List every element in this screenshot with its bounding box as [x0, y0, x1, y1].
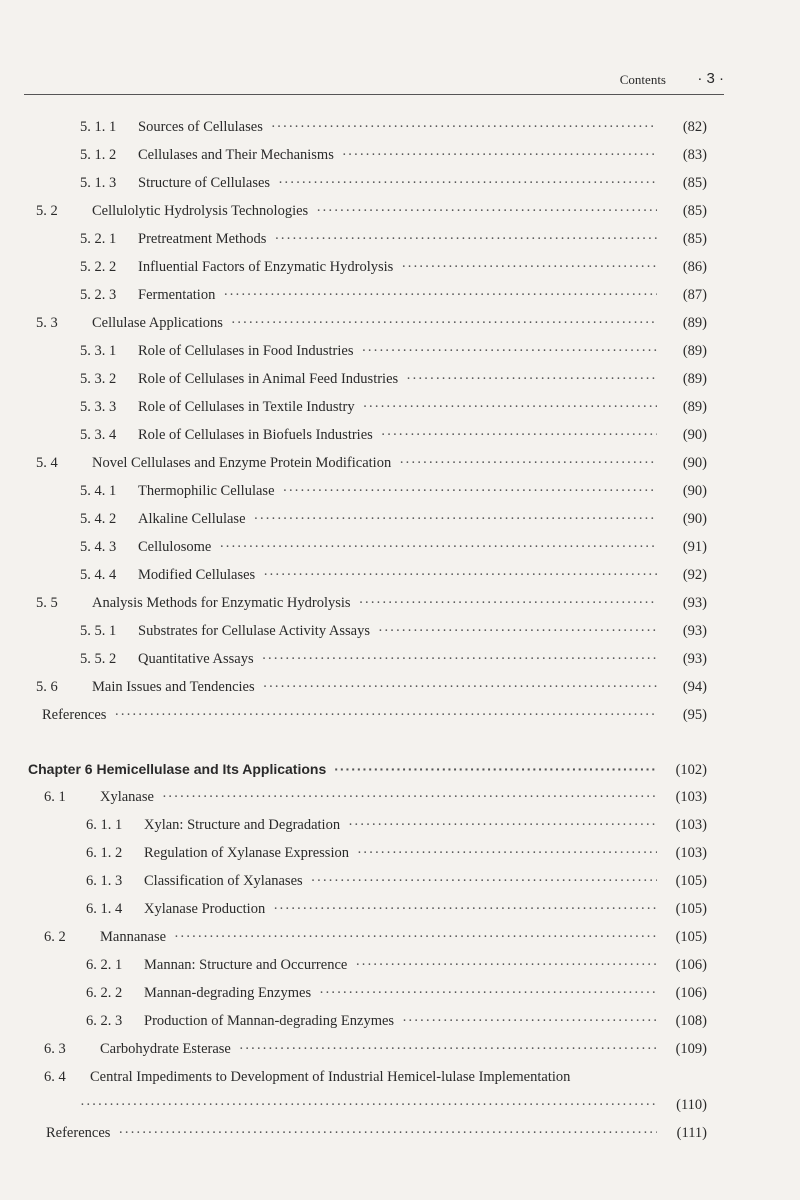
toc-entry-6-1-1[interactable]: 6. 1. 1 Xylan: Structure and Degradation ····· (103): [86, 817, 707, 841]
toc-entry-5-3-1[interactable]: 5. 3. 1 Role of Cellulases in Food Industries ····· (89): [80, 343, 707, 367]
toc-entry-5-2-1[interactable]: 5. 2. 1 Pretreatment Methods ····· (85): [80, 231, 707, 255]
toc-entry-5-2-3[interactable]: 5. 2. 3 Fermentation ····· (87): [80, 287, 707, 311]
toc-entry-6-4-page[interactable]: ····· (110): [80, 1097, 707, 1121]
toc-entry-5-6[interactable]: 5. 6 Main Issues and Tendencies ····· (94): [36, 679, 707, 703]
toc-entry-6-1-4[interactable]: 6. 1. 4 Xylanase Production ····· (105): [86, 901, 707, 925]
toc-entry-5-4-1[interactable]: 5. 4. 1 Thermophilic Cellulase ····· (90): [80, 483, 707, 507]
toc-entry-6-1[interactable]: 6. 1 Xylanase ····· (103): [44, 789, 707, 813]
toc-entry-5-5-2[interactable]: 5. 5. 2 Quantitative Assays ····· (93): [80, 651, 707, 675]
toc-entry-6-2-3[interactable]: 6. 2. 3 Production of Mannan-degrading Enzymes ····· (108): [86, 1013, 707, 1037]
toc-entry-6-3[interactable]: 6. 3 Carbohydrate Esterase ····· (109): [44, 1041, 707, 1065]
toc-entry-5-5[interactable]: 5. 5 Analysis Methods for Enzymatic Hydrolysis ····· (93): [36, 595, 707, 619]
page-header: [24, 70, 724, 95]
toc-entry-5-3-2[interactable]: 5. 3. 2 Role of Cellulases in Animal Feed Industries ····· (89): [80, 371, 707, 395]
toc-entry-6-4-title[interactable]: 6. 4 Central Impediments to Development of Industrial Hemicel-lulase Implementation: [44, 1069, 571, 1085]
toc-entry-6-1-3[interactable]: 6. 1. 3 Classification of Xylanases ····· (105): [86, 873, 707, 897]
toc-entry-references-ch5[interactable]: References ····· (95): [42, 707, 707, 731]
toc-entry-5-2[interactable]: 5. 2 Cellulolytic Hydrolysis Technologies ····· (85): [36, 203, 707, 227]
toc-entry-5-4-4[interactable]: 5. 4. 4 Modified Cellulases ····· (92): [80, 567, 707, 591]
toc-entry-5-2-2[interactable]: 5. 2. 2 Influential Factors of Enzymatic Hydrolysis ····· (86): [80, 259, 707, 283]
toc-entry-6-2-2[interactable]: 6. 2. 2 Mannan-degrading Enzymes ····· (106): [86, 985, 707, 1009]
page-number: · 3 ·: [697, 70, 724, 87]
toc-entry-6-2[interactable]: 6. 2 Mannanase ····· (105): [44, 929, 707, 953]
toc-entry-5-4[interactable]: 5. 4 Novel Cellulases and Enzyme Protein Modification ····· (90): [36, 455, 707, 479]
toc-entry-5-1-3[interactable]: 5. 1. 3 Structure of Cellulases ····· (85): [80, 175, 707, 199]
toc-entry-5-4-3[interactable]: 5. 4. 3 Cellulosome ····· (91): [80, 539, 707, 563]
toc-entry-5-4-2[interactable]: 5. 4. 2 Alkaline Cellulase ····· (90): [80, 511, 707, 535]
toc-entry-5-3-3[interactable]: 5. 3. 3 Role of Cellulases in Textile Industry ····· (89): [80, 399, 707, 423]
toc-entry-5-3-4[interactable]: 5. 3. 4 Role of Cellulases in Biofuels Industries ····· (90): [80, 427, 707, 451]
running-title: Contents: [619, 72, 666, 87]
toc-entry-6-2-1[interactable]: 6. 2. 1 Mannan: Structure and Occurrence ····· (106): [86, 957, 707, 981]
toc-entry-5-1-1[interactable]: 5. 1. 1 Sources of Cellulases ····· (82): [80, 119, 707, 143]
toc-entry-6-1-2[interactable]: 6. 1. 2 Regulation of Xylanase Expression ····· (103): [86, 845, 707, 869]
toc-entry-references-ch6[interactable]: References ····· (111): [46, 1125, 707, 1149]
toc-entry-5-1-2[interactable]: 5. 1. 2 Cellulases and Their Mechanisms ····· (83): [80, 147, 707, 171]
toc-entry-5-5-1[interactable]: 5. 5. 1 Substrates for Cellulase Activity Assays ····· (93): [80, 623, 707, 647]
toc-entry-5-3[interactable]: 5. 3 Cellulase Applications ····· (89): [36, 315, 707, 339]
toc-entry-chapter-6[interactable]: Chapter 6 Hemicellulase and Its Applications ····· (102): [28, 761, 707, 785]
